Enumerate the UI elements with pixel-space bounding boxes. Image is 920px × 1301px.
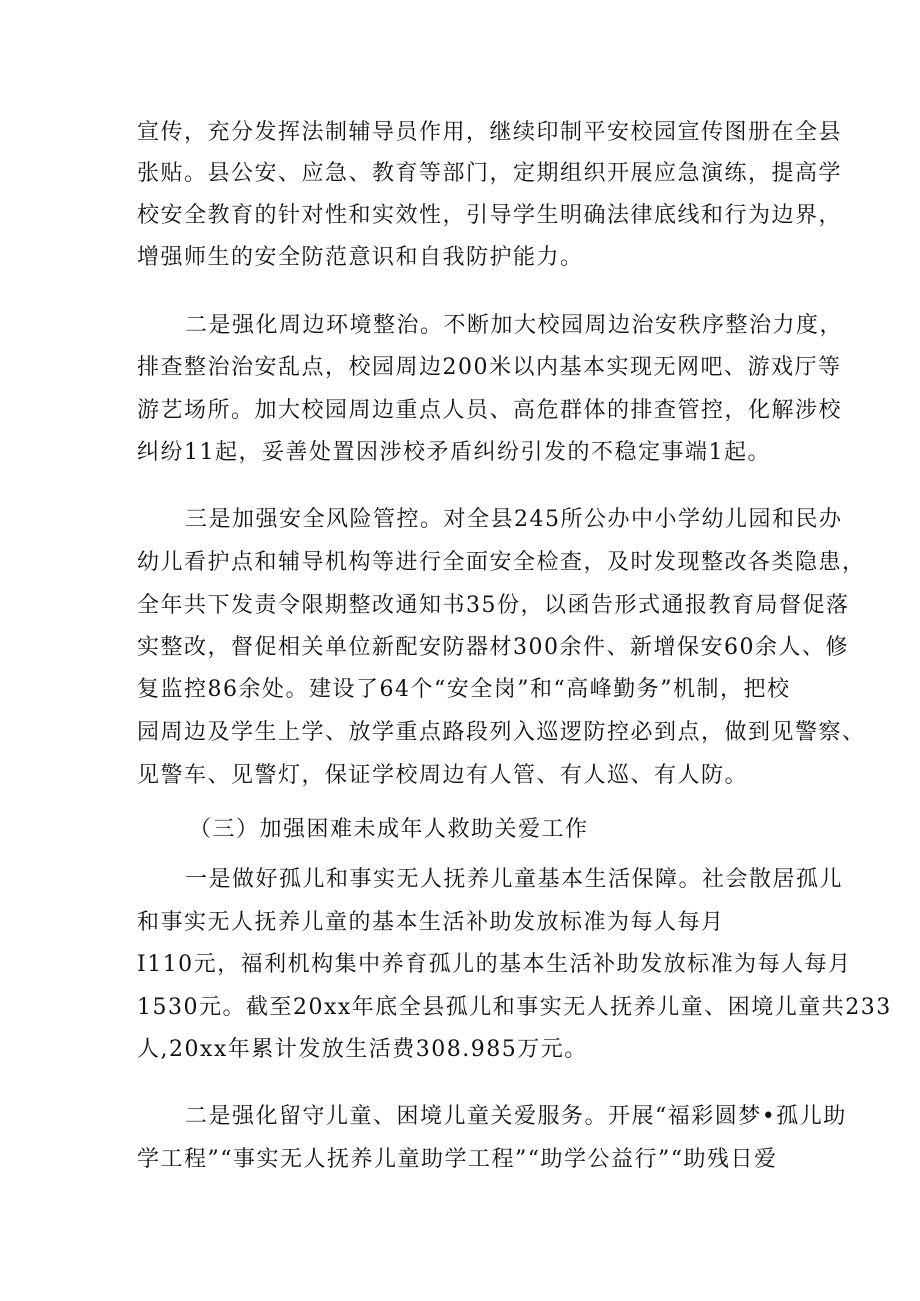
text-line-2: 张贴。县公安、应急、教育等部门，定期组织开展应急演练，提高学 bbox=[137, 161, 843, 186]
paragraph-start-line-22: 二是强化留守儿童、困境儿童关爱服务。开展“福彩圆梦•孤儿助 bbox=[185, 1104, 847, 1129]
paragraph-start-line-17: 一是做好孤儿和事实无人抚养儿童基本生活保障。社会散居孤儿 bbox=[185, 867, 844, 892]
paragraph-start-line-9: 三是加强安全风险管控。对全县245所公办中小学幼儿园和民办 bbox=[185, 507, 843, 532]
section-heading: （三）加强困难未成年人救助关爱工作 bbox=[189, 817, 589, 842]
paragraph-start-line-5: 二是强化周边环境整治。不断加大校园周边治安秩序整治力度， bbox=[185, 313, 844, 338]
text-line-6: 排查整治治安乱点，校园周边200米以内基本实现无网吧、游戏厅等 bbox=[137, 355, 842, 380]
text-line-3: 校安全教育的针对性和实效性，引导学生明确法律底线和行为边界， bbox=[137, 203, 843, 228]
text-line-13: 复监控86余处。建设了64个“安全岗”和“高峰勤务”机制，把校 bbox=[137, 677, 791, 702]
text-line-4: 增强师生的安全防范意识和自我防护能力。 bbox=[137, 245, 584, 270]
text-line-8: 纠纷11起，妥善处置因涉校矛盾纠纷引发的不稳定事端1起。 bbox=[137, 440, 771, 465]
text-line-20: 1530元。截至20xx年底全县孤儿和事实无人抚养儿童、困境儿童共233 bbox=[137, 995, 892, 1020]
text-line-15: 见警车、见警灯，保证学校周边有人管、有人巡、有人防。 bbox=[137, 763, 749, 788]
text-line-7: 游艺场所。加大校园周边重点人员、高危群体的排查管控，化解涉校 bbox=[137, 398, 843, 423]
text-line-23: 学工程”“事实无人抚养儿童助学工程”“助学公益行”“助残日爱 bbox=[137, 1147, 778, 1172]
text-line-10: 幼儿看护点和辅导机构等进行全面安全检查，及时发现整改各类隐患， bbox=[137, 550, 866, 575]
text-line-12: 实整改，督促相关单位新配安防器材300余件、新增保安60余人、修 bbox=[137, 635, 849, 660]
text-line-19: I110元，福利机构集中养育孤儿的基本生活补助发放标准为每人每月 bbox=[137, 952, 852, 977]
text-line-21: 人,20xx年累计发放生活费308.985万元。 bbox=[137, 1037, 588, 1062]
text-line-14: 园周边及学生上学、放学重点路段列入巡逻防控必到点，做到见警察、 bbox=[137, 720, 866, 745]
text-line-1: 宣传，充分发挥法制辅导员作用，继续印制平安校园宣传图册在全县 bbox=[137, 120, 843, 145]
text-line-18: 和事实无人抚养儿童的基本生活补助发放标准为每人每月 bbox=[137, 910, 725, 935]
text-line-11: 全年共下发责令限期整改通知书35份，以函告形式通报教育局督促落 bbox=[137, 593, 850, 618]
